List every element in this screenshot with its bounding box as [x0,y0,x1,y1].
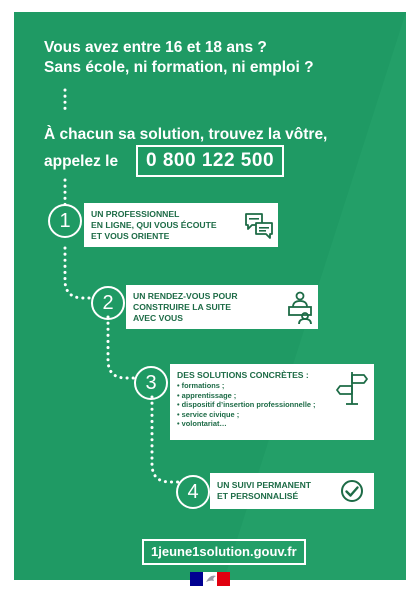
step-3-number: 3 [134,366,168,400]
step-1-line-2: EN LIGNE, QUI VOUS ÉCOUTE [91,220,217,230]
step-2-line-1: UN RENDEZ-VOUS POUR [133,291,238,301]
step-4-line-2: ET PERSONNALISÉ [217,491,299,501]
headline-call: appelez le [44,153,119,170]
step-2-card [126,285,318,329]
signpost-icon [336,370,368,406]
step-2-line-2: CONSTRUIRE LA SUITE [133,302,232,312]
poster [14,12,406,580]
check-circle-icon [340,479,364,503]
step-2-line-3: AVEC VOUS [133,313,183,323]
step-1-line-3: ET VOUS ORIENTE [91,231,170,241]
step-3-bullet-4: • service civique ; [177,409,240,419]
step-1-card [84,203,278,247]
step-2-number: 2 [91,286,125,320]
phone-number[interactable]: 0 800 122 500 [136,145,284,177]
marianne-logo [190,572,230,586]
step-3-line-1: DES SOLUTIONS CONCRÈTES : [177,370,309,380]
step-3-card [170,364,374,440]
headline-age: Vous avez entre 16 et 18 ans ? [44,39,267,56]
website-url[interactable]: 1jeune1solution.gouv.fr [142,539,306,565]
step-3-bullet-1: • formations ; [177,381,225,390]
step-1-number: 1 [48,204,82,238]
meeting-icon [286,290,314,324]
headline-situation: Sans école, ni formation, ni emploi ? [44,59,314,76]
step-4-card [210,473,374,509]
step-4-number: 4 [176,475,210,509]
step-1-line-1: UN PROFESSIONNEL [91,209,180,219]
step-3-bullet-2: • apprentissage ; [177,390,237,400]
step-3-bullet-5: • volontariat… [177,419,227,429]
chat-bubbles-icon [244,211,274,239]
step-3-bullet-3: • dispositif d’insertion professionnelle ; [177,400,316,410]
headline-solution: À chacun sa solution, trouvez la vôtre, [44,126,328,143]
step-4-line-1: UN SUIVI PERMANENT [217,480,312,490]
